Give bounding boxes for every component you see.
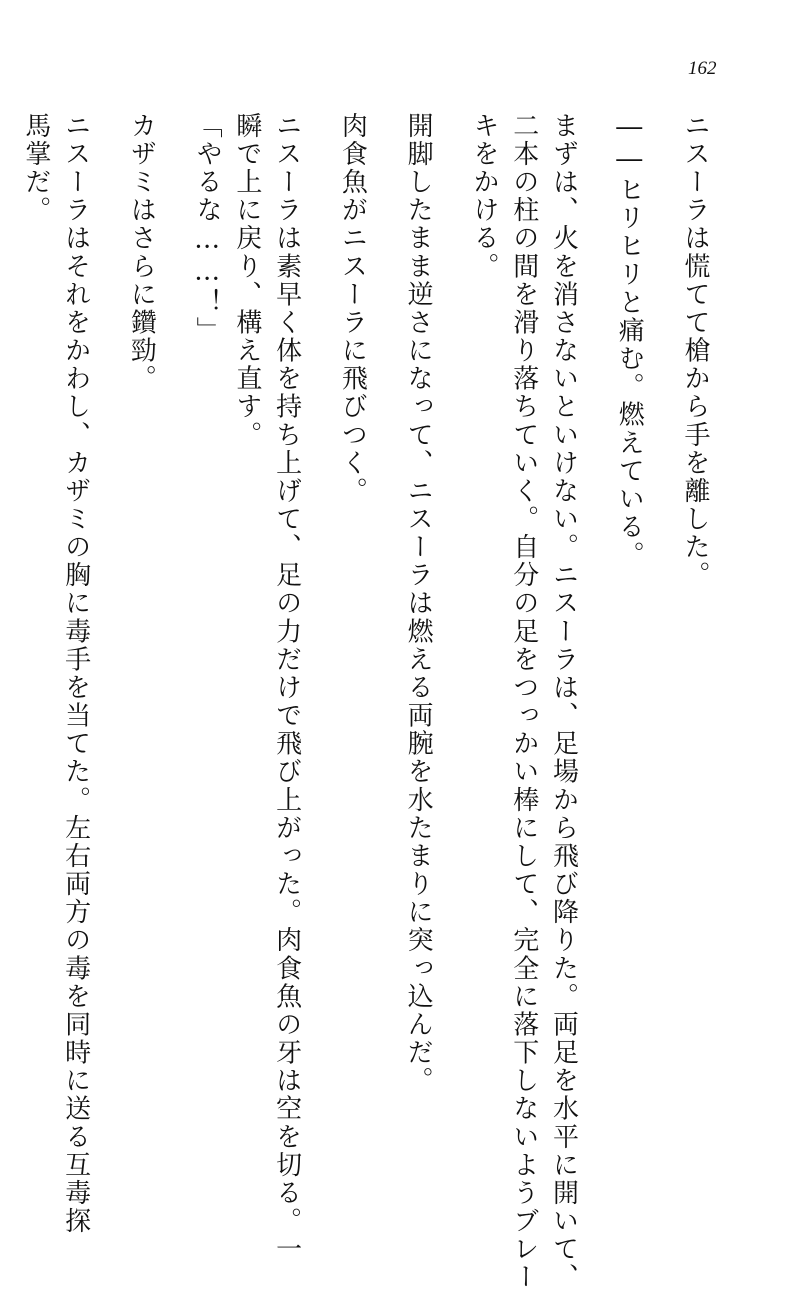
text-line: ニスーラはそれをかわし、カザミの胸に毒手を当てた。左右両方の毒を同時に送る互毒探 [60, 112, 91, 1236]
text-line: 二本の柱の間を滑り落ちていく。自分の足をつっかい棒にして、完全に落下しないようブレー [508, 112, 539, 1291]
text-line [0, 112, 15, 1152]
body-text [0, 112, 740, 1291]
text-line: 馬掌だ。 [20, 112, 51, 225]
page-number: 162 [688, 58, 717, 79]
text-line: ――ヒリヒリと痛む。燃えている。 [614, 112, 645, 570]
text-line: 瞬で上に戻り、構え直す。 [231, 112, 262, 449]
text-line: カザミはさらに鑽勁。 [126, 112, 157, 393]
text-line: ニスーラは素早く体を持ち上げて、足の力だけで飛び上がった。肉食魚の牙は空を切る。一 [271, 112, 302, 1264]
dialogue-line: 「やるな……！」 [192, 112, 223, 345]
text-line: ニスーラは慌てて槍から手を離した。 [680, 112, 710, 590]
text-line: キをかける。 [468, 112, 499, 281]
text-line: まずは、火を消さないといけない。ニスーラは、足場から飛び降りた。両足を水平に開いて、 [548, 112, 579, 1291]
text-line: 肉食魚がニスーラに飛びつく。 [337, 112, 368, 506]
text-line: 開脚したまま逆さになって、ニスーラは燃える両腕を水たまりに突っ込んだ。 [403, 112, 434, 1095]
